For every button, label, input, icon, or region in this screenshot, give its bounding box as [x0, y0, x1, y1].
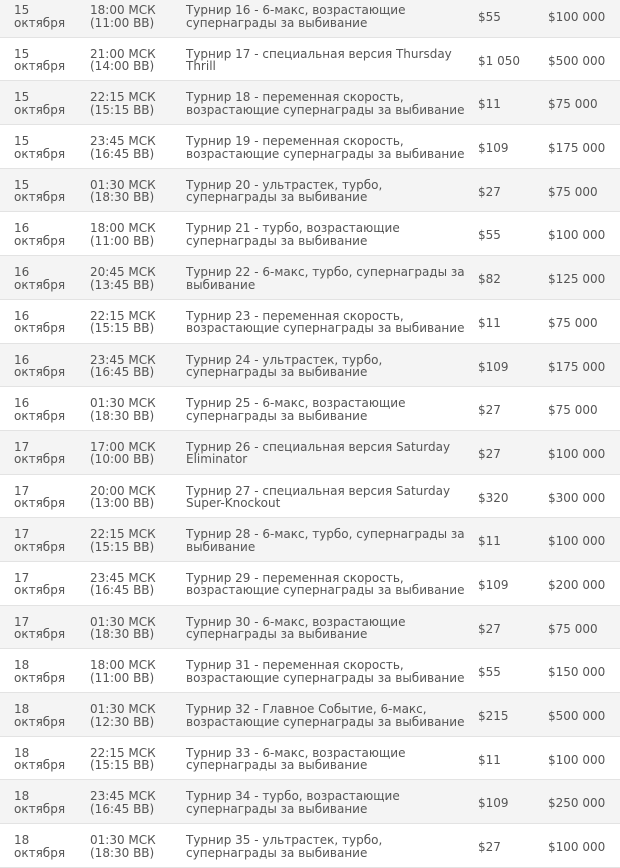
time-cell	[75, 747, 172, 780]
date-cell	[0, 659, 75, 692]
date-month: октября	[14, 627, 66, 642]
time-cell	[75, 834, 172, 867]
time-bb: (16:45 ВВ)	[90, 146, 155, 161]
time-cell	[75, 397, 172, 430]
date-day: 18	[14, 833, 30, 848]
buyin-cell: $109	[478, 359, 509, 374]
time-cell	[75, 48, 172, 81]
date-month: октября	[14, 408, 66, 423]
time-cell	[75, 441, 172, 474]
date-month: октября	[14, 321, 66, 336]
tournament-name-line-1: Турнир 17 - специальная версия Thursday	[186, 46, 452, 61]
date-cell	[0, 397, 75, 430]
table-row	[0, 475, 620, 519]
table-row	[0, 0, 620, 38]
time-msk: 22:15 МСК	[90, 308, 156, 323]
date-cell	[0, 703, 75, 736]
date-month: октября	[14, 583, 66, 598]
time-cell	[75, 310, 172, 343]
tournament-name-cell	[172, 4, 463, 37]
table-row	[0, 606, 620, 650]
buyin-cell: $11	[478, 534, 501, 549]
time-msk: 01:30 МСК	[90, 396, 156, 411]
tournament-name-line-1: Турнир 26 - специальная версия Saturday	[186, 439, 451, 454]
tournament-name-line-2: Eliminator	[186, 452, 248, 467]
buyin-cell: $27	[478, 840, 501, 855]
date-day: 15	[14, 46, 30, 61]
time-msk: 18:00 МСК	[90, 3, 156, 17]
time-cell	[75, 135, 172, 168]
buyin-cell: $55	[478, 665, 501, 680]
tournament-name-cell	[172, 834, 463, 867]
date-cell	[0, 48, 75, 81]
time-msk: 22:15 МСК	[90, 745, 156, 760]
guaranteed-prize-cell: $200 000	[548, 577, 606, 592]
tournament-name-line-1: Турнир 28 - 6-макс, турбо, супернаграды за	[186, 527, 465, 542]
guaranteed-prize-cell: $75 000	[548, 97, 598, 112]
table-row	[0, 300, 620, 344]
time-msk: 20:45 МСК	[90, 265, 156, 280]
tournament-name-line-2: возрастающие супернаграды за выбивание	[186, 714, 465, 729]
table-row	[0, 256, 620, 300]
time-msk: 01:30 МСК	[90, 614, 156, 629]
buyin-cell: $27	[478, 446, 501, 461]
time-cell	[75, 790, 172, 823]
date-day: 16	[14, 352, 30, 367]
date-month: октября	[14, 233, 66, 248]
guaranteed-prize-cell: $75 000	[548, 621, 598, 636]
buyin-cell: $215	[478, 709, 509, 723]
table-row	[0, 518, 620, 562]
table-row	[0, 81, 620, 125]
tournament-name-line-1: Турнир 27 - специальная версия Saturday	[186, 483, 451, 498]
guaranteed-prize-cell: $100 000	[548, 752, 606, 767]
tournament-name-line-2: возрастающие супернаграды за выбивание	[186, 321, 465, 336]
buyin-cell: $11	[478, 315, 501, 330]
time-cell	[75, 703, 172, 736]
tournament-name-line-1: Турнир 22 - 6-макс, турбо, супернаграды за	[186, 265, 465, 280]
date-cell	[0, 4, 75, 37]
buyin-cell: $55	[478, 10, 501, 24]
tournament-name-line-1: Турнир 33 - 6-макс, возрастающие	[186, 745, 406, 760]
time-cell	[75, 659, 172, 692]
time-msk: 17:00 МСК	[90, 439, 156, 454]
buyin-cell: $27	[478, 403, 501, 418]
tournament-name-line-2: супернаграды за выбивание	[186, 15, 368, 30]
time-bb: (18:30 ВВ)	[90, 845, 155, 860]
tournament-name-line-1: Турнир 20 - ультрастек, турбо,	[186, 177, 383, 192]
table-row	[0, 649, 620, 693]
time-msk: 01:30 МСК	[90, 833, 156, 848]
guaranteed-prize-cell: $100 000	[548, 10, 606, 24]
tournament-name-cell	[172, 135, 463, 168]
table-row	[0, 562, 620, 606]
date-cell	[0, 91, 75, 124]
date-month: октября	[14, 59, 66, 74]
time-bb: (15:15 ВВ)	[90, 539, 155, 554]
date-month: октября	[14, 845, 66, 860]
tournament-name-line-2: супернаграды за выбивание	[186, 408, 368, 423]
tournament-name-line-1: Турнир 24 - ультрастек, турбо,	[186, 352, 383, 367]
tournament-name-cell	[172, 310, 463, 343]
tournament-name-cell	[172, 747, 463, 780]
date-month: октября	[14, 190, 66, 205]
tournament-name-cell	[172, 354, 463, 387]
buyin-cell: $320	[478, 490, 509, 505]
date-cell	[0, 310, 75, 343]
time-msk: 23:45 МСК	[90, 134, 156, 149]
guaranteed-prize-cell: $75 000	[548, 315, 598, 330]
tournament-name-line-2: супернаграды за выбивание	[186, 190, 368, 205]
date-day: 17	[14, 439, 30, 454]
tournament-name-cell	[172, 528, 463, 561]
tournament-name-line-2: супернаграды за выбивание	[186, 801, 368, 816]
time-cell	[75, 91, 172, 124]
date-month: октября	[14, 496, 66, 511]
date-month: октября	[14, 670, 66, 685]
date-day: 16	[14, 221, 30, 236]
tournament-name-line-2: супернаграды за выбивание	[186, 758, 368, 773]
table-row	[0, 693, 620, 737]
tournament-name-cell	[172, 485, 463, 518]
time-cell	[75, 179, 172, 212]
tournament-name-line-2: возрастающие супернаграды за выбивание	[186, 102, 465, 117]
buyin-cell: $11	[478, 752, 501, 767]
table-row	[0, 387, 620, 431]
date-month: октября	[14, 452, 66, 467]
tournament-name-cell	[172, 572, 463, 605]
table-row	[0, 431, 620, 475]
time-bb: (15:15 ВВ)	[90, 102, 155, 117]
date-month: октября	[14, 146, 66, 161]
time-msk: 18:00 МСК	[90, 221, 156, 236]
tournament-name-line-2: выбивание	[186, 539, 256, 554]
date-day: 17	[14, 483, 30, 498]
tournament-name-cell	[172, 91, 463, 124]
date-month: октября	[14, 277, 66, 292]
date-month: октября	[14, 714, 66, 729]
date-day: 17	[14, 614, 30, 629]
tournament-name-line-2: супернаграды за выбивание	[186, 845, 368, 860]
time-bb: (16:45 ВВ)	[90, 365, 155, 379]
guaranteed-prize-cell: $175 000	[548, 359, 606, 374]
tournament-name-cell	[172, 222, 463, 255]
date-day: 16	[14, 308, 30, 323]
date-month: октября	[14, 365, 66, 379]
buyin-cell: $27	[478, 184, 501, 199]
date-cell	[0, 222, 75, 255]
date-day: 15	[14, 134, 30, 149]
guaranteed-prize-cell: $300 000	[548, 490, 606, 505]
guaranteed-prize-cell: $500 000	[548, 53, 606, 68]
buyin-cell: $11	[478, 97, 501, 112]
table-row	[0, 38, 620, 82]
time-cell	[75, 222, 172, 255]
time-msk: 23:45 МСК	[90, 789, 156, 804]
date-day: 18	[14, 702, 30, 716]
tournament-name-cell	[172, 441, 463, 474]
date-month: октября	[14, 801, 66, 816]
date-cell	[0, 572, 75, 605]
tournament-name-cell	[172, 48, 463, 81]
table-row	[0, 824, 620, 868]
time-bb: (11:00 ВВ)	[90, 233, 155, 248]
date-cell	[0, 747, 75, 780]
tournament-name-cell	[172, 659, 463, 692]
time-cell	[75, 4, 172, 37]
time-msk: 01:30 МСК	[90, 702, 156, 716]
time-msk: 01:30 МСК	[90, 177, 156, 192]
table-row	[0, 737, 620, 781]
tournament-name-line-1: Турнир 16 - 6-макс, возрастающие	[186, 3, 406, 17]
guaranteed-prize-cell: $75 000	[548, 184, 598, 199]
date-day: 18	[14, 789, 30, 804]
tournament-name-line-1: Турнир 18 - переменная скорость,	[186, 90, 404, 105]
tournament-name-cell	[172, 179, 463, 212]
tournament-name-cell	[172, 397, 463, 430]
date-cell	[0, 135, 75, 168]
table-row	[0, 780, 620, 824]
date-day: 15	[14, 177, 30, 192]
date-day: 17	[14, 570, 30, 585]
tournament-name-cell	[172, 266, 463, 299]
tournament-name-line-2: супернаграды за выбивание	[186, 365, 368, 379]
tournament-name-line-1: Турнир 34 - турбо, возрастающие	[186, 789, 400, 804]
date-cell	[0, 354, 75, 387]
time-cell	[75, 266, 172, 299]
time-bb: (11:00 ВВ)	[90, 15, 155, 30]
time-bb: (16:45 ВВ)	[90, 801, 155, 816]
time-cell	[75, 572, 172, 605]
tournament-name-line-1: Турнир 21 - турбо, возрастающие	[186, 221, 400, 236]
time-bb: (14:00 ВВ)	[90, 59, 155, 74]
time-msk: 21:00 МСК	[90, 46, 156, 61]
tournament-name-line-2: супернаграды за выбивание	[186, 627, 368, 642]
date-day: 18	[14, 745, 30, 760]
guaranteed-prize-cell: $100 000	[548, 228, 606, 243]
time-bb: (11:00 ВВ)	[90, 670, 155, 685]
table-row	[0, 125, 620, 169]
date-month: октября	[14, 758, 66, 773]
date-month: октября	[14, 539, 66, 554]
time-bb: (18:30 ВВ)	[90, 408, 155, 423]
guaranteed-prize-cell: $100 000	[548, 840, 606, 855]
time-bb: (10:00 ВВ)	[90, 452, 155, 467]
date-cell	[0, 616, 75, 649]
time-cell	[75, 354, 172, 387]
date-cell	[0, 485, 75, 518]
time-bb: (12:30 ВВ)	[90, 714, 155, 729]
guaranteed-prize-cell: $100 000	[548, 446, 606, 461]
time-bb: (15:15 ВВ)	[90, 321, 155, 336]
time-cell	[75, 485, 172, 518]
tournament-name-cell	[172, 703, 463, 736]
date-month: октября	[14, 102, 66, 117]
date-day: 17	[14, 527, 30, 542]
buyin-cell: $109	[478, 141, 509, 156]
tournament-name-line-1: Турнир 23 - переменная скорость,	[186, 308, 404, 323]
date-day: 15	[14, 90, 30, 105]
table-row	[0, 212, 620, 256]
date-cell	[0, 179, 75, 212]
time-msk: 22:15 МСК	[90, 527, 156, 542]
tournament-name-line-2: возрастающие супернаграды за выбивание	[186, 583, 465, 598]
date-day: 16	[14, 396, 30, 411]
tournament-name-line-1: Турнир 35 - ультрастек, турбо,	[186, 833, 383, 848]
time-msk: 18:00 МСК	[90, 658, 156, 673]
time-cell	[75, 528, 172, 561]
tournament-name-cell	[172, 616, 463, 649]
time-msk: 20:00 МСК	[90, 483, 156, 498]
guaranteed-prize-cell: $100 000	[548, 534, 606, 549]
buyin-cell: $82	[478, 272, 501, 287]
time-bb: (13:45 ВВ)	[90, 277, 155, 292]
guaranteed-prize-cell: $75 000	[548, 403, 598, 418]
date-day: 16	[14, 265, 30, 280]
table-row	[0, 344, 620, 388]
date-cell	[0, 266, 75, 299]
buyin-cell: $109	[478, 796, 509, 811]
tournament-name-line-1: Турнир 32 - Главное Событие, 6-макс,	[186, 702, 427, 716]
tournament-name-line-1: Турнир 19 - переменная скорость,	[186, 134, 404, 149]
tournament-name-line-2: возрастающие супернаграды за выбивание	[186, 146, 465, 161]
guaranteed-prize-cell: $250 000	[548, 796, 606, 811]
time-msk: 22:15 МСК	[90, 90, 156, 105]
date-month: октября	[14, 15, 66, 30]
time-msk: 23:45 МСК	[90, 352, 156, 367]
buyin-cell: $109	[478, 577, 509, 592]
time-msk: 23:45 МСК	[90, 570, 156, 585]
table-row	[0, 169, 620, 213]
time-bb: (16:45 ВВ)	[90, 583, 155, 598]
date-day: 18	[14, 658, 30, 673]
time-cell	[75, 616, 172, 649]
guaranteed-prize-cell: $175 000	[548, 141, 606, 156]
date-day: 15	[14, 3, 30, 17]
tournament-name-line-1: Турнир 25 - 6-макс, возрастающие	[186, 396, 406, 411]
tournament-name-line-2: Super-Knockout	[186, 496, 281, 511]
time-bb: (18:30 ВВ)	[90, 627, 155, 642]
tournament-name-cell	[172, 790, 463, 823]
guaranteed-prize-cell: $125 000	[548, 272, 606, 287]
tournament-name-line-2: супернаграды за выбивание	[186, 233, 368, 248]
buyin-cell: $1 050	[478, 53, 520, 68]
date-cell	[0, 528, 75, 561]
tournament-name-line-1: Турнир 30 - 6-макс, возрастающие	[186, 614, 406, 629]
tournament-name-line-2: выбивание	[186, 277, 256, 292]
tournament-name-line-1: Турнир 31 - переменная скорость,	[186, 658, 404, 673]
tournament-name-line-2: Thrill	[186, 59, 216, 74]
time-bb: (13:00 ВВ)	[90, 496, 155, 511]
guaranteed-prize-cell: $500 000	[548, 709, 606, 723]
guaranteed-prize-cell: $150 000	[548, 665, 606, 680]
time-bb: (18:30 ВВ)	[90, 190, 155, 205]
date-cell	[0, 441, 75, 474]
buyin-cell: $27	[478, 621, 501, 636]
tournament-name-line-2: возрастающие супернаграды за выбивание	[186, 670, 465, 685]
date-cell	[0, 834, 75, 867]
time-bb: (15:15 ВВ)	[90, 758, 155, 773]
buyin-cell: $55	[478, 228, 501, 243]
tournament-name-line-1: Турнир 29 - переменная скорость,	[186, 570, 404, 585]
date-cell	[0, 790, 75, 823]
